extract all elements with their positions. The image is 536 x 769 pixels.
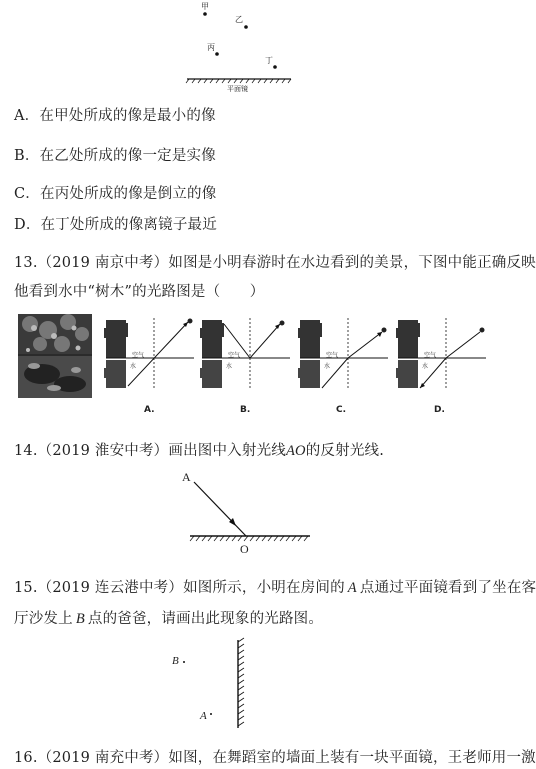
q15-line2-a: 厅沙发上 — [14, 611, 73, 627]
diagram-b-svg — [200, 318, 292, 398]
q16-line1: 16.（2019 南充中考）如图，在舞蹈室的墙面上装有一块平面镜，王老师用一激 — [14, 750, 536, 766]
label-yi: 乙 — [235, 15, 243, 24]
q15-point-a: A — [347, 580, 357, 596]
diagram-a-svg — [104, 318, 196, 398]
diagram-d — [396, 318, 488, 398]
diagram-d-air: 空气 — [424, 352, 437, 359]
option-d: D．在丁处所成的像离镜子最近 — [14, 217, 217, 233]
q13-line2: 他看到水中“树木”的光路图是（ ） — [14, 284, 265, 300]
fig-point-b: B — [172, 655, 179, 667]
incident-ray — [194, 482, 246, 536]
point-a-label: A — [182, 470, 191, 484]
diagram-d-water: 水 — [422, 363, 429, 370]
lakeside-photo — [18, 314, 92, 398]
point-ding — [273, 65, 277, 69]
q14-prefix: 14.（2019 淮安中考）画出图中入射光线 — [14, 443, 286, 459]
option-letter-c: C. — [336, 405, 347, 415]
option-letter-b: B. — [240, 405, 251, 415]
q15-line2-b: 点的爸爸，请画出此现象的光路图。 — [87, 611, 324, 627]
point-bing — [215, 52, 219, 56]
diagram-c-air: 空气 — [326, 352, 339, 359]
option-a: A．在甲处所成的像是最小的像 — [14, 108, 216, 124]
diagram-b — [200, 318, 292, 398]
fig-dot-b — [183, 661, 185, 663]
wall-mirror-figure — [228, 640, 252, 730]
option-c: C．在丙处所成的像是倒立的像 — [14, 186, 217, 202]
diagram-c-water: 水 — [324, 363, 331, 370]
diagram-d-svg — [396, 318, 488, 398]
diagram-c — [298, 318, 390, 398]
option-letter-d: D. — [434, 405, 445, 415]
diagram-b-air: 空气 — [228, 352, 241, 359]
point-jia — [203, 12, 207, 16]
diagram-b-water: 水 — [226, 363, 233, 370]
q14-suffix: 的反射光线. — [305, 443, 385, 459]
label-ding: 丁 — [265, 56, 273, 65]
fig-dot-a — [210, 713, 212, 715]
label-bing: 丙 — [207, 43, 215, 52]
diagram-a-water: 水 — [130, 363, 137, 370]
q15-line2 — [14, 607, 323, 628]
reflection-figure — [186, 472, 316, 554]
q14-text — [14, 439, 384, 460]
diagram-a — [104, 318, 196, 398]
label-mirror: 平面镜 — [227, 85, 248, 93]
wall-mirror-svg — [228, 640, 252, 730]
diagram-a-air: 空气 — [132, 352, 145, 359]
q15-point-b: B — [75, 611, 85, 627]
mirror-hatch — [190, 536, 308, 541]
q14-ray: AO — [285, 443, 306, 459]
point-o-label: O — [240, 542, 249, 556]
q15-line1 — [14, 576, 536, 597]
q15-line1-a: 15.（2019 连云港中考）如图所示，小明在房间的 — [14, 580, 345, 596]
option-b: B．在乙处所成的像一定是实像 — [14, 148, 216, 164]
reflection-svg — [186, 472, 316, 554]
label-jia: 甲 — [201, 2, 209, 11]
q15-line1-b: 点通过平面镜看到了坐在客 — [359, 580, 536, 596]
diagram-c-svg — [298, 318, 390, 398]
fig-point-a: A — [200, 710, 207, 722]
option-letter-a: A. — [144, 405, 155, 415]
point-yi — [244, 25, 248, 29]
q13-line1: 13.（2019 南京中考）如图是小明春游时在水边看到的美景，下图中能正确反映 — [14, 255, 536, 271]
